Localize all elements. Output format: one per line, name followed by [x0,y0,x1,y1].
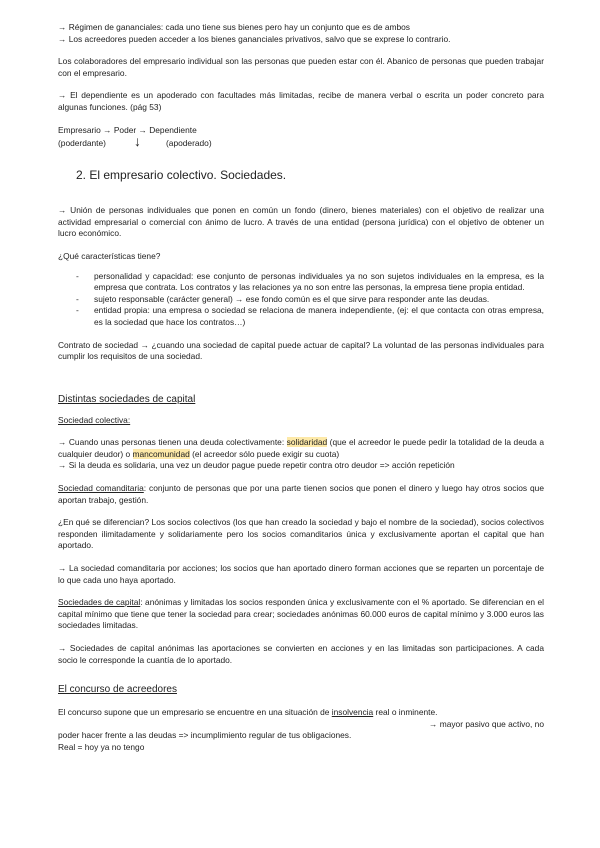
capital-term: Sociedades de capital [58,597,141,608]
union-paragraph: → Unión de personas individuales que ponen en común un fondo (dinero, bienes materiales) con el objetivo de realizar una actividad empresarial o comercial con ánimo de lucro. A través de una entidad (persona jurídica) con el objetivo de obtener un lucro económico. [58,205,544,239]
apoderado-label: (apoderado) [166,138,212,149]
characteristics-list [76,271,544,329]
list-item: - sujeto responsable (carácter general) → ese fondo común es el que sirve para responder ante las deudas. [76,293,490,304]
distintas-heading: Distintas sociedades de capital [58,393,196,405]
aportaciones-paragraph: → Sociedades de capital anónimas las aportaciones se convierten en acciones y en las limitadas son participaciones. A cada socio le corresponde la cuantía de lo aportado. [58,643,544,665]
concurso-line-3: poder hacer frente a las deudas => incumplimiento regular de tus obligaciones. [58,730,352,741]
solidaridad-highlight: solidaridad [286,437,328,448]
concurso-heading: El concurso de acreedores [58,684,177,696]
gananciales-line: → Régimen de gananciales: cada uno tiene sus bienes pero hay un conjunto que es de ambos [58,22,410,32]
collaborators-paragraph: Los colaboradores del empresario individual son las personas que pueden estar con él. Abanico de personas que pueden trabajar con el empresario. [58,56,544,78]
list-item: - entidad propia: una empresa o sociedad se relaciona de manera independiente, (ej: el que contacta con otras empresa, es la sociedad que hace los contratos…) [76,305,544,327]
comanditaria-term: Sociedad comanditaria [58,483,144,494]
acreedores-line: → Los acreedores pueden acceder a los bienes gananciales privativos, salvo que se exprese lo contrario. [58,33,451,44]
chain-roles [58,133,544,150]
section-2-text: El empresario colectivo. Sociedades. [89,168,287,183]
concurso-line-2: → mayor pasivo que activo, no [429,718,544,729]
solidaria-line: → Si la deuda es solidaria, una vez un deudor pague puede repetir contra otro deudor => acción repetición [58,460,455,471]
colectiva-paragraph: → Cuando unas personas tienen una deuda colectivamente: solidaridad (que el acreedor le puede pedir la totalidad de la deuda a cualquier deudor) o mancomunidad (el acreedor sólo puede exigir su cuota) [58,437,544,459]
empresario-chain: Empresario → Poder → Dependiente [58,124,197,135]
comanditaria-paragraph: Sociedad comanditaria: conjunto de personas que por una parte tienen socios que ponen el dinero y luego hay otros socios que aportan trabajo, gestión. [58,483,544,505]
characteristics-question: ¿Qué características tiene? [58,250,161,261]
contrato-paragraph: Contrato de sociedad → ¿cuando una sociedad de capital puede actuar de capital? La voluntad de las personas individuales para cumplir los requisitos de una sociedad. [58,339,544,362]
poderdante-label: (poderdante) [58,138,106,149]
section-2-number: 2. [76,168,87,183]
capital-paragraph: Sociedades de capital: anónimas y limitadas los socios responden única y exclusivamente con el % aportado. Se diferencian en el capital mínimo que tiene que tener la sociedad para crear; sociedades anónimas 60.000 euros de capital mínimo y 3.000 euros las sociedades limitadas. [58,597,545,631]
dependiente-paragraph: → El dependiente es un apoderado con facultades más limitadas, recibe de manera verbal o escrita un poder concreto para algunas funciones. (pág 53) [58,90,544,112]
concurso-line-1: El concurso supone que un empresario se encuentre en una situación de insolvencia real o inminente. [58,707,438,718]
list-item: - personalidad y capacidad: ese conjunto de personas individuales ya no son sujetos individuales en la empresa, es la empresa que contrata. Los contratos y las relaciones ya no son entre las personas, la empresa tiene propia entidad. [76,270,544,293]
document-page [58,22,544,754]
down-arrow-icon: ↓ [134,133,141,150]
acciones-paragraph: → La sociedad comanditaria por acciones; los socios que han aportado dinero forman acciones que se reparten un porcentaje de lo que cada uno haya aportado. [58,563,544,585]
mancomunidad-highlight: mancomunidad [132,448,190,459]
difieren-paragraph: ¿En qué se diferencian? Los socios colectivos (los que han creado la sociedad y bajo el nombre de la sociedad), socios colectivos responden ilimitadamente y solidariamente pero los socios comanditarios única y exclusivamente aportan el capital que han aportado. [58,517,544,551]
insolvencia-term: insolvencia [331,707,374,718]
section-2-title [76,168,544,183]
colectiva-heading: Sociedad colectiva: [58,414,131,425]
concurso-line-4: Real = hoy ya no tengo [58,741,145,752]
